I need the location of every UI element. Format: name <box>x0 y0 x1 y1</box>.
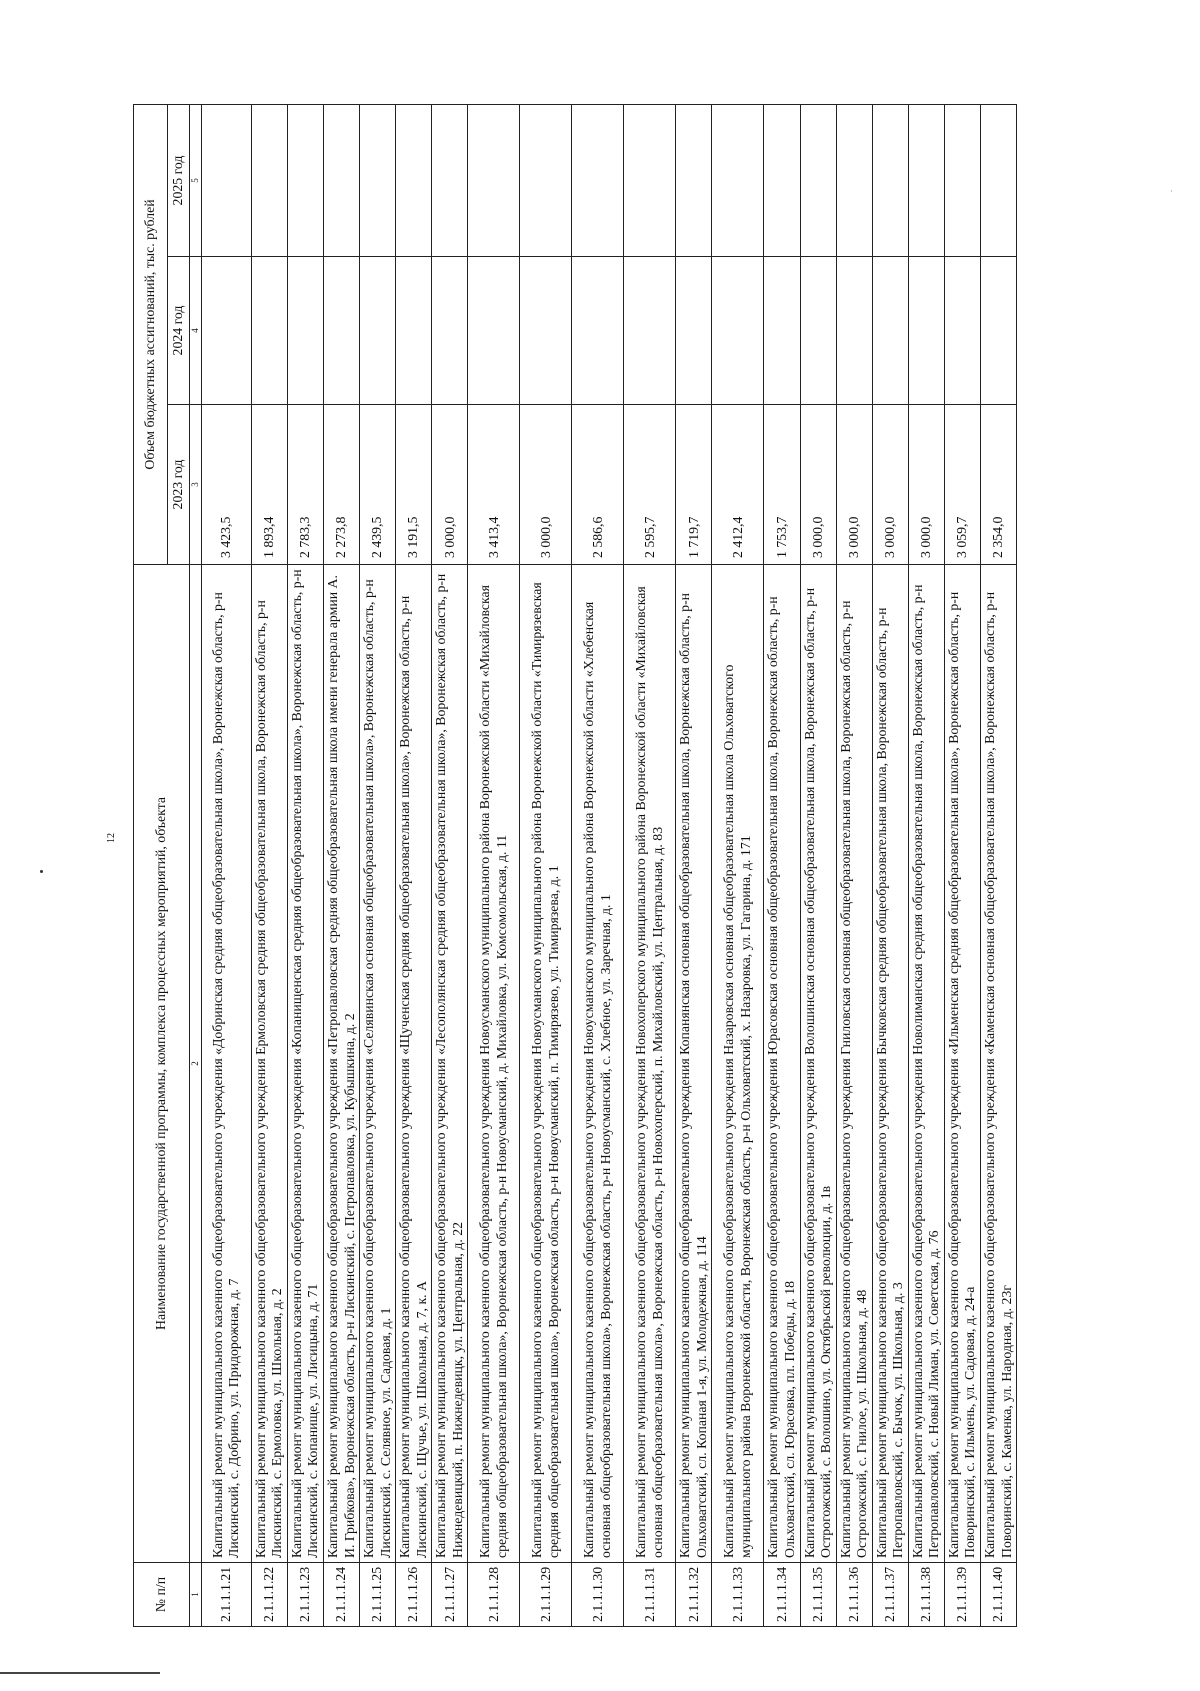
row-object-name: Капитальный ремонт муниципального казенного общеобразовательного учреждения Новолиманская средняя общеобразовательная школа, Воронежская область, р-н Петропавловский, с. Новый Лиман, ул. Советская, д. 76 <box>908 565 944 1563</box>
row-object-name: Капитальный ремонт муниципального казенного общеобразовательного учреждения Назаровская основная общеобразовательная школа Ольховатского муниципального района Воронежской области, Воронежская область, р-н Ольховатский, х. Назаровка, ул. Гагарина, д. 171 <box>712 565 764 1563</box>
table-body <box>201 104 1016 1626</box>
row-value-2024 <box>764 257 800 405</box>
table-row <box>944 104 980 1626</box>
row-value-2025 <box>201 104 251 256</box>
row-value-2023: 2 439,5 <box>360 405 396 565</box>
row-object-name: Капитальный ремонт муниципального казенного общеобразовательного учреждения «Селявинская основная общеобразовательная школа», Воронежская область, р-н Лискинский, с. Селявное, ул. Садовая, д. 1 <box>360 565 396 1563</box>
row-value-2023: 1 893,4 <box>251 405 287 565</box>
row-number: 2.1.1.1.36 <box>836 1563 872 1627</box>
row-object-name: Капитальный ремонт муниципального казенного общеобразовательного учреждения Копанянская основная общеобразовательная школа, Воронежская область, р-н Ольховатский, сл. Копаная 1-я, ул. Молодежная, д. 114 <box>676 565 712 1563</box>
row-value-2025 <box>624 104 676 256</box>
row-value-2023: 3 000,0 <box>520 405 572 565</box>
index-cell: 2 <box>190 565 202 1563</box>
row-value-2025 <box>872 104 908 256</box>
row-value-2023: 3 000,0 <box>872 405 908 565</box>
row-number: 2.1.1.1.24 <box>323 1563 359 1627</box>
row-value-2025 <box>836 104 872 256</box>
header-budget: Объем бюджетных ассигнований, тыс. рублей <box>134 104 168 564</box>
page-number: 12 <box>106 833 117 843</box>
index-cell: 4 <box>190 257 202 405</box>
row-value-2024 <box>396 257 432 405</box>
row-object-name: Капитальный ремонт муниципального казенного общеобразовательного учреждения Новохоперского муниципального района Воронежской области «Михайловская основная общеобразовательная школа», Воронежская область, р-н Новохоперский, п. Михайловский, ул. Центральная, д. 83 <box>624 565 676 1563</box>
header-year-2024: 2024 год <box>168 257 190 405</box>
index-cell: 5 <box>190 104 202 256</box>
row-value-2025 <box>572 104 624 256</box>
budget-table <box>133 104 1017 1627</box>
row-value-2023: 2 586,6 <box>572 405 624 565</box>
table-row <box>287 104 323 1626</box>
scan-mark: · <box>1170 186 1173 196</box>
table-row <box>981 104 1017 1626</box>
row-value-2023: 3 191,5 <box>396 405 432 565</box>
row-value-2024 <box>251 257 287 405</box>
row-value-2023: 3 059,7 <box>944 405 980 565</box>
rotated-page <box>133 105 1180 1627</box>
table-row <box>396 104 432 1626</box>
table-row <box>624 104 676 1626</box>
row-object-name: Капитальный ремонт муниципального казенного общеобразовательного учреждения Новоусманского муниципального района Воронежской области «Хлебенская основная общеобразовательная школа», Воронежская область, р-н Новоусманский, с. Хлебное, ул. Заречная, д. 1 <box>572 565 624 1563</box>
table-row <box>676 104 712 1626</box>
row-value-2025 <box>944 104 980 256</box>
row-number: 2.1.1.1.21 <box>201 1563 251 1627</box>
row-number: 2.1.1.1.38 <box>908 1563 944 1627</box>
table-row <box>360 104 396 1626</box>
row-value-2025 <box>981 104 1017 256</box>
row-number: 2.1.1.1.31 <box>624 1563 676 1627</box>
row-object-name: Капитальный ремонт муниципального казенного общеобразовательного учреждения «Копанищенская средняя общеобразовательная школа», Воронежская область, р-н Лискинский, с. Копанище, ул. Лисицына, д. 71 <box>287 565 323 1563</box>
row-object-name: Капитальный ремонт муниципального казенного общеобразовательного учреждения «Лесополянская средняя общеобразовательная школа», Воронежская область, р-н Нижнедевицкий, п. Нижнедевицк, ул. Центральная, д. 22 <box>432 565 468 1563</box>
row-value-2023: 3 000,0 <box>800 405 836 565</box>
row-value-2024 <box>572 257 624 405</box>
row-value-2025 <box>800 104 836 256</box>
row-value-2023: 2 595,7 <box>624 405 676 565</box>
row-number: 2.1.1.1.23 <box>287 1563 323 1627</box>
row-number: 2.1.1.1.30 <box>572 1563 624 1627</box>
row-number: 2.1.1.1.25 <box>360 1563 396 1627</box>
row-number: 2.1.1.1.34 <box>764 1563 800 1627</box>
scan-edge-line <box>0 1672 160 1674</box>
row-object-name: Капитальный ремонт муниципального казенного общеобразовательного учреждения Ермоловская средняя общеобразовательная школа, Воронежская область, р-н Лискинский, с. Ермоловка, ул. Школьная, д. 2 <box>251 565 287 1563</box>
row-value-2024 <box>872 257 908 405</box>
header-name: Наименование государственной программы, комплекса процессных мероприятий, объекта <box>134 565 190 1563</box>
table-row <box>468 104 520 1626</box>
row-value-2024 <box>944 257 980 405</box>
header-num: № п/п <box>134 1563 190 1627</box>
row-value-2024 <box>981 257 1017 405</box>
table-row <box>764 104 800 1626</box>
table-row <box>800 104 836 1626</box>
row-value-2023: 1 753,7 <box>764 405 800 565</box>
row-value-2023: 3 000,0 <box>432 405 468 565</box>
row-value-2025 <box>676 104 712 256</box>
row-value-2023: 2 273,8 <box>323 405 359 565</box>
row-value-2023: 3 000,0 <box>836 405 872 565</box>
row-value-2024 <box>800 257 836 405</box>
row-number: 2.1.1.1.35 <box>800 1563 836 1627</box>
table-row <box>520 104 572 1626</box>
header-year-2025: 2025 год <box>168 104 190 256</box>
row-value-2024 <box>676 257 712 405</box>
row-object-name: Капитальный ремонт муниципального казенного общеобразовательного учреждения Юрасовская основная общеобразовательная школа, Воронежская область, р-н Ольховатский, сл. Юрасовка, пл. Победы, д. 18 <box>764 565 800 1563</box>
row-value-2024 <box>360 257 396 405</box>
row-value-2025 <box>908 104 944 256</box>
row-object-name: Капитальный ремонт муниципального казенного общеобразовательного учреждения «Петропавловская средняя общеобразовательная школа имени генерала армии А. И. Грибкова», Воронежская область, р-н Лискинский, с. Петропавловка, ул. Кубышкина, д. 2 <box>323 565 359 1563</box>
row-number: 2.1.1.1.32 <box>676 1563 712 1627</box>
row-value-2023: 2 354,0 <box>981 405 1017 565</box>
row-value-2023: 3 413,4 <box>468 405 520 565</box>
index-cell: 1 <box>190 1563 202 1627</box>
row-value-2024 <box>712 257 764 405</box>
row-number: 2.1.1.1.29 <box>520 1563 572 1627</box>
table-row <box>432 104 468 1626</box>
table-row <box>872 104 908 1626</box>
table-row <box>323 104 359 1626</box>
row-number: 2.1.1.1.28 <box>468 1563 520 1627</box>
row-value-2023: 3 423,5 <box>201 405 251 565</box>
row-value-2025 <box>360 104 396 256</box>
row-value-2025 <box>764 104 800 256</box>
row-value-2023: 2 783,3 <box>287 405 323 565</box>
row-value-2024 <box>323 257 359 405</box>
row-value-2024 <box>468 257 520 405</box>
row-value-2023: 3 000,0 <box>908 405 944 565</box>
row-object-name: Капитальный ремонт муниципального казенного общеобразовательного учреждения «Ильменская средняя общеобразовательная школа», Воронежская область, р-н Поворинский, с. Ильмень, ул. Садовая, д. 24-а <box>944 565 980 1563</box>
row-value-2024 <box>201 257 251 405</box>
table-row <box>251 104 287 1626</box>
row-value-2024 <box>432 257 468 405</box>
row-value-2025 <box>323 104 359 256</box>
row-object-name: Капитальный ремонт муниципального казенного общеобразовательного учреждения «Добринская средняя общеобразовательная школа», Воронежская область, р-н Лискинский, с. Добрино, ул. Придорожная, д. 7 <box>201 565 251 1563</box>
row-number: 2.1.1.1.27 <box>432 1563 468 1627</box>
row-value-2025 <box>251 104 287 256</box>
table-row <box>908 104 944 1626</box>
row-value-2024 <box>287 257 323 405</box>
row-object-name: Капитальный ремонт муниципального казенного общеобразовательного учреждения Волошинская основная общеобразовательная школа, Воронежская область, р-н Острогожский, с. Волошино, ул. Октябрьской революции, д. 1в <box>800 565 836 1563</box>
row-number: 2.1.1.1.26 <box>396 1563 432 1627</box>
row-object-name: Капитальный ремонт муниципального казенного общеобразовательного учреждения Бычковская средняя общеобразовательная школа, Воронежская область, р-н Петропавловский, с. Бычок, ул. Школьная, д. 3 <box>872 565 908 1563</box>
table-row <box>712 104 764 1626</box>
row-value-2023: 2 412,4 <box>712 405 764 565</box>
row-value-2025 <box>712 104 764 256</box>
row-value-2025 <box>287 104 323 256</box>
row-object-name: Капитальный ремонт муниципального казенного общеобразовательного учреждения Гниловская основная общеобразовательная школа, Воронежская область, р-н Острогожский, с. Гнилое, ул. Школьная, д. 48 <box>836 565 872 1563</box>
row-number: 2.1.1.1.40 <box>981 1563 1017 1627</box>
row-value-2024 <box>908 257 944 405</box>
row-value-2024 <box>624 257 676 405</box>
row-value-2025 <box>432 104 468 256</box>
row-value-2024 <box>520 257 572 405</box>
row-value-2025 <box>520 104 572 256</box>
row-value-2024 <box>836 257 872 405</box>
row-object-name: Капитальный ремонт муниципального казенного общеобразовательного учреждения «Каменская основная общеобразовательная школа», Воронежская область, р-н Поворинский, с. Каменка, ул. Народная, д. 23г <box>981 565 1017 1563</box>
header-year-2023: 2023 год <box>168 405 190 565</box>
row-value-2023: 1 719,7 <box>676 405 712 565</box>
row-number: 2.1.1.1.22 <box>251 1563 287 1627</box>
table-row <box>836 104 872 1626</box>
row-object-name: Капитальный ремонт муниципального казенного общеобразовательного учреждения Новоусманского муниципального района Воронежской области «Михайловская средняя общеобразовательная школа», Воронежская область, р-н Новоусманский, д. Михайловка, ул. Комсомольская, д. 11 <box>468 565 520 1563</box>
row-number: 2.1.1.1.33 <box>712 1563 764 1627</box>
row-number: 2.1.1.1.39 <box>944 1563 980 1627</box>
scan-speck <box>40 870 43 873</box>
table-row <box>201 104 251 1626</box>
row-number: 2.1.1.1.37 <box>872 1563 908 1627</box>
table-row <box>572 104 624 1626</box>
row-object-name: Капитальный ремонт муниципального казенного общеобразовательного учреждения «Щученская средняя общеобразовательная школа», Воронежская область, р-н Лискинский, с. Щучье, ул. Школьная, д. 7, к. А <box>396 565 432 1563</box>
row-value-2025 <box>396 104 432 256</box>
row-object-name: Капитальный ремонт муниципального казенного общеобразовательного учреждения Новоусманского муниципального района Воронежской области «Тимирязевская средняя общеобразовательная школа», Воронежская область, р-н Новоусманский, п. Тимирязево, ул. Тимирязева, д. 1 <box>520 565 572 1563</box>
index-cell: 3 <box>190 405 202 565</box>
row-value-2025 <box>468 104 520 256</box>
